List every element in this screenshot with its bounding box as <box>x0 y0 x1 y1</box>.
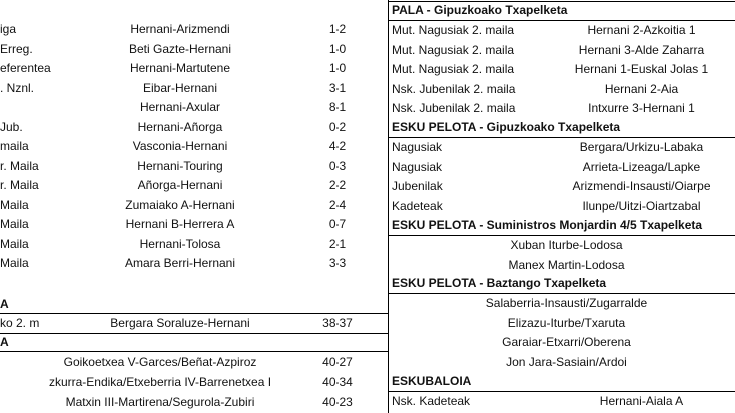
match-teams: Hernani-Martutene <box>129 61 231 75</box>
match-teams: Intxurre 3-Hernani 1 <box>588 101 695 115</box>
match-category: Maila <box>0 197 29 212</box>
match-category: Mut. Nagusiak 2. maila <box>392 23 515 37</box>
match-teams: Hernani 3-Alde Zaharra <box>578 42 705 57</box>
match-score: 40-27 <box>322 355 353 369</box>
match-category: r. Maila <box>0 178 39 192</box>
match-teams: Hernani 2-Aia <box>604 81 679 96</box>
match-category: Nsk. Jubenilak 2. maila <box>392 81 516 96</box>
match-score: 8-1 <box>328 100 347 114</box>
match-row <box>0 254 388 274</box>
match-row <box>389 236 735 256</box>
match-score: 40-23 <box>322 395 353 409</box>
match-row <box>0 137 388 157</box>
match-category: . Nznl. <box>0 80 35 95</box>
match-teams: Beti Gazte-Hernani <box>128 41 232 56</box>
match-row <box>389 197 735 217</box>
match-score: 3-3 <box>328 256 347 270</box>
match-teams: Elizazu-Iturbe/Txaruta <box>507 315 626 330</box>
match-category: Mut. Nagusiak 2. maila <box>392 62 515 76</box>
match-row <box>389 80 735 100</box>
match-category: Nagusiak <box>392 140 443 154</box>
match-row <box>0 157 388 177</box>
match-category: maila <box>0 139 29 153</box>
match-row <box>0 235 388 255</box>
match-teams: Bergara/Urkizu-Labaka <box>579 140 704 154</box>
match-category: iga <box>0 22 17 36</box>
match-teams: Eibar-Hernani <box>142 80 218 95</box>
match-category: Nagusiak <box>392 159 443 174</box>
right-section-rule <box>389 20 735 21</box>
match-score: 3-1 <box>328 80 347 95</box>
section-header <box>0 295 388 315</box>
match-teams: Hernani-Tolosa <box>139 236 221 251</box>
match-row <box>0 40 388 60</box>
match-row <box>0 59 388 79</box>
match-teams: Zumaiako A-Hernani <box>125 197 235 212</box>
match-category: Nsk. Jubenilak 2. maila <box>392 101 516 115</box>
match-score: 0-3 <box>328 158 347 173</box>
match-row <box>389 333 735 353</box>
match-category: Maila <box>0 256 29 270</box>
match-teams: Arizmendi-Insausti/Oiarpe <box>572 179 711 193</box>
match-score: 2-2 <box>328 178 347 192</box>
match-teams: Salaberria-Insausti/Zugarralde <box>485 296 648 310</box>
match-row <box>389 21 735 41</box>
match-category: Erreg. <box>0 41 33 56</box>
right-top-rule <box>389 1 735 2</box>
match-teams: Matxin III-Martirena/Segurola-Zubiri <box>65 395 255 409</box>
match-row <box>0 393 388 413</box>
match-row <box>389 158 735 178</box>
match-category: Mut. Nagusiak 2. maila <box>392 42 515 57</box>
match-teams: Hernani-Arizmendi <box>130 22 230 36</box>
match-teams: Arrieta-Lizeaga/Lapke <box>582 159 701 174</box>
match-teams: Garaiar-Etxarri/Oberena <box>502 335 631 349</box>
match-score: 4-2 <box>328 139 347 153</box>
match-row <box>389 138 735 158</box>
match-score: 40-34 <box>322 375 353 389</box>
section-header <box>389 216 735 236</box>
right-results-panel <box>389 0 735 413</box>
match-row <box>389 256 735 276</box>
section-header <box>389 118 735 138</box>
match-teams: Hernani-Touring <box>137 158 223 173</box>
match-score: 1-0 <box>328 61 347 75</box>
match-category: Jubenilak <box>392 179 443 193</box>
match-row <box>0 215 388 235</box>
match-row <box>0 79 388 99</box>
match-category: eferentea <box>0 61 51 75</box>
match-score: 38-37 <box>322 316 353 330</box>
match-teams: Manex Martin-Lodosa <box>508 257 625 272</box>
left-section-rule <box>0 313 388 314</box>
match-row <box>0 118 388 138</box>
section-header <box>389 372 735 392</box>
match-row <box>389 60 735 80</box>
match-teams: Hernani-Axular <box>139 100 221 114</box>
match-row <box>389 353 735 373</box>
match-row <box>389 392 735 412</box>
section-title: ESKU PELOTA - Gipuzkoako Txapelketa <box>392 120 621 134</box>
match-row <box>389 99 735 119</box>
match-category: Kadeteak <box>392 198 443 213</box>
match-row <box>0 20 388 40</box>
match-score: 2-1 <box>328 236 347 251</box>
section-header <box>389 274 735 294</box>
right-section-rule <box>389 235 735 236</box>
match-category: Maila <box>0 217 29 231</box>
match-teams: zkurra-Endika/Etxeberria IV-Barrenetxea I <box>48 375 272 389</box>
left-section-rule <box>0 333 388 334</box>
match-teams: Añorga-Hernani <box>137 178 223 192</box>
match-row <box>0 196 388 216</box>
match-category: ko 2. m <box>0 316 40 330</box>
match-row <box>389 41 735 61</box>
match-category: Jub. <box>0 119 23 134</box>
match-score: 1-0 <box>328 41 347 56</box>
match-teams: Jon Jara-Sasiain/Ardoi <box>506 354 627 369</box>
match-category: r. Maila <box>0 158 39 173</box>
match-row <box>389 177 735 197</box>
right-section-rule <box>389 391 735 392</box>
section-title: A <box>0 297 9 311</box>
match-row <box>0 176 388 196</box>
match-score: 2-4 <box>328 197 347 212</box>
section-title: ESKU PELOTA - Baztango Txapelketa <box>392 276 607 290</box>
match-row <box>389 294 735 314</box>
match-row <box>0 314 388 334</box>
match-row <box>0 353 388 373</box>
match-teams: Hernani 2-Azkoitia 1 <box>587 23 696 37</box>
match-row <box>0 98 388 118</box>
match-teams: Amara Berri-Hernani <box>124 256 236 270</box>
match-teams: Ilunpe/Uitzi-Oiartzabal <box>582 198 701 213</box>
match-score: 1-2 <box>328 22 347 36</box>
section-header <box>389 1 735 21</box>
match-row <box>0 373 388 393</box>
match-score: 0-2 <box>328 119 347 134</box>
match-teams: Hernani-Añorga <box>137 119 223 134</box>
left-section-rule <box>0 351 388 352</box>
match-teams: Hernani B-Herrera A <box>125 217 235 231</box>
match-row <box>389 314 735 334</box>
match-teams: Hernani 1-Euskal Jolas 1 <box>574 62 709 76</box>
match-teams: Bergara Soraluze-Hernani <box>110 316 250 330</box>
match-category: Nsk. Kadeteak <box>392 394 471 408</box>
section-title: ESKUBALOIA <box>392 374 472 388</box>
match-teams: Vasconia-Hernani <box>132 139 228 153</box>
match-teams: Hernani-Aiala A <box>599 394 684 408</box>
right-section-rule <box>389 137 735 138</box>
match-teams: Xuban Iturbe-Lodosa <box>510 238 623 252</box>
match-teams: Goikoetxea V-Garces/Beñat-Azpiroz <box>63 355 257 369</box>
section-title: A <box>0 335 9 349</box>
right-section-rule <box>389 293 735 294</box>
match-score: 0-7 <box>328 217 347 231</box>
section-title: ESKU PELOTA - Suministros Monjardin 4/5 Txapelketa <box>392 218 703 232</box>
section-header <box>0 333 388 353</box>
match-category: Maila <box>0 236 29 251</box>
section-title: PALA - Gipuzkoako Txapelketa <box>392 3 568 17</box>
